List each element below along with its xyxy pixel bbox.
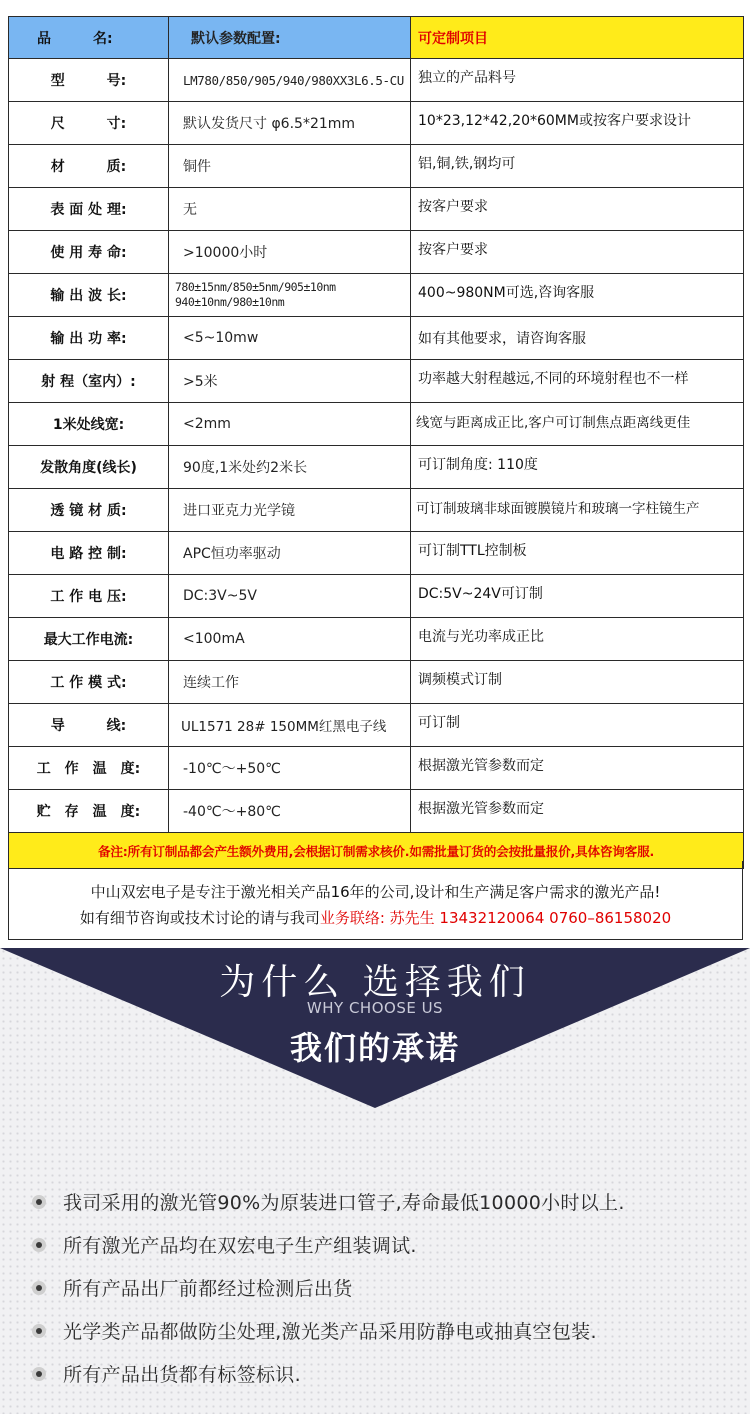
row-default: -40℃～+80℃	[169, 790, 411, 833]
table-row	[9, 274, 744, 317]
row-label: 1米处线宽:	[9, 403, 169, 446]
row-label: 射 程（室内）:	[9, 360, 169, 403]
table-row	[9, 145, 744, 188]
table-row	[9, 704, 744, 747]
table-row	[9, 618, 744, 661]
header-default: 默认参数配置:	[169, 17, 411, 59]
row-custom: 如有其他要求，请咨询客服	[411, 317, 744, 360]
row-label: 型 号:	[9, 59, 169, 102]
table-row	[9, 747, 744, 790]
row-default: DC:3V~5V	[169, 575, 411, 618]
row-label: 透 镜 材 质:	[9, 489, 169, 532]
row-default: 连续工作	[169, 661, 411, 704]
promise-title: 我们的承诺	[289, 1029, 460, 1067]
why-title: 为什么 选择我们	[219, 962, 531, 1003]
company-intro: 中山双宏电子是专注于激光相关产品16年的公司,设计和生产满足客户需求的激光产品!	[90, 883, 661, 901]
table-row	[9, 59, 744, 102]
row-default: 进口亚克力光学镜	[169, 489, 411, 532]
row-custom: 根据激光管参数而定	[411, 747, 744, 790]
table-row	[9, 188, 744, 231]
row-default: 无	[169, 188, 411, 231]
company-contact-line	[9, 905, 742, 931]
row-default: >5米	[169, 360, 411, 403]
row-label: 工 作 电 压:	[9, 575, 169, 618]
row-custom: 线宽与距离成正比,客户可订制焦点距离线更佳	[411, 403, 744, 446]
promise-text: 光学类产品都做防尘处理,激光类产品采用防静电或抽真空包装.	[63, 1321, 597, 1343]
row-label: 尺 寸:	[9, 102, 169, 145]
customization-note: 备注:所有订制品都会产生额外费用,会根据订制需求核价.如需批量订货的会按批量报价,具体咨询客服.	[9, 833, 744, 869]
row-custom: 10*23,12*42,20*60MM或按客户要求设计	[411, 102, 744, 145]
row-custom: 铝,铜,铁,钢均可	[411, 145, 744, 188]
contact-prefix: 如有细节咨询或技术讨论的请与我司	[79, 909, 320, 927]
row-default: >10000小时	[169, 231, 411, 274]
row-custom: 按客户要求	[411, 231, 744, 274]
row-default: <2mm	[169, 403, 411, 446]
row-custom: 可订制	[411, 704, 744, 747]
table-row	[9, 446, 744, 489]
table-row	[9, 403, 744, 446]
table-header-row	[9, 17, 744, 59]
table-row	[9, 661, 744, 704]
row-label: 使 用 寿 命:	[9, 231, 169, 274]
table-row	[9, 790, 744, 833]
row-label: 表 面 处 理:	[9, 188, 169, 231]
list-item	[32, 1180, 732, 1223]
row-label: 工 作 温 度:	[9, 747, 169, 790]
row-custom: DC:5V~24V可订制	[411, 575, 744, 618]
table-row	[9, 231, 744, 274]
promise-list	[32, 1180, 732, 1395]
row-default: 默认发货尺寸 φ6.5*21mm	[169, 102, 411, 145]
spec-table	[8, 16, 744, 869]
row-custom: 按客户要求	[411, 188, 744, 231]
row-custom: 根据激光管参数而定	[411, 790, 744, 833]
why-subtitle: WHY CHOOSE US	[306, 999, 444, 1017]
bullet-icon	[32, 1195, 46, 1209]
row-custom: 调频模式订制	[411, 661, 744, 704]
list-item	[32, 1266, 732, 1309]
row-custom: 可订制TTL控制板	[411, 532, 744, 575]
list-item	[32, 1223, 732, 1266]
bullet-icon	[32, 1281, 46, 1295]
bullet-icon	[32, 1238, 46, 1252]
row-custom: 可订制玻璃非球面镀膜镜片和玻璃一字柱镜生产	[411, 489, 744, 532]
table-row	[9, 317, 744, 360]
table-row	[9, 102, 744, 145]
promise-text: 所有产品出货都有标签标识.	[63, 1364, 301, 1386]
list-item	[32, 1309, 732, 1352]
promise-text: 我司采用的激光管90%为原装进口管子,寿命最低10000小时以上.	[63, 1192, 625, 1214]
list-item	[32, 1352, 732, 1395]
row-default: LM780/850/905/940/980XX3L6.5-CU	[169, 59, 411, 102]
bullet-icon	[32, 1324, 46, 1338]
table-row	[9, 360, 744, 403]
row-custom: 400~980NM可选,咨询客服	[411, 274, 744, 317]
row-label: 材 质:	[9, 145, 169, 188]
promise-text: 所有产品出厂前都经过检测后出货	[63, 1278, 353, 1300]
row-label: 发散角度(线长)	[9, 446, 169, 489]
row-custom: 可订制角度: 110度	[411, 446, 744, 489]
row-default: <5~10mw	[169, 317, 411, 360]
header-custom: 可定制项目	[411, 17, 744, 59]
header-name: 品 名:	[9, 17, 169, 59]
table-row	[9, 575, 744, 618]
row-default: <100mA	[169, 618, 411, 661]
row-custom: 电流与光功率成正比	[411, 618, 744, 661]
row-default: 90度,1米处约2米长	[169, 446, 411, 489]
row-label: 最大工作电流:	[9, 618, 169, 661]
row-custom: 独立的产品料号	[411, 59, 744, 102]
row-label: 贮 存 温 度:	[9, 790, 169, 833]
sales-contact: 业务联络: 苏先生 13432120064 0760–86158020	[319, 909, 672, 927]
row-default: UL1571 28# 150MM红黑电子线	[169, 704, 411, 747]
row-label: 电 路 控 制:	[9, 532, 169, 575]
row-label: 输 出 功 率:	[9, 317, 169, 360]
row-default: 780±15nm/850±5nm/905±10nm 940±10nm/980±10nm	[169, 274, 411, 317]
row-label: 工 作 模 式:	[9, 661, 169, 704]
row-default: 铜件	[169, 145, 411, 188]
row-label: 输 出 波 长:	[9, 274, 169, 317]
table-row	[9, 532, 744, 575]
promise-text: 所有激光产品均在双宏电子生产组装调试.	[63, 1235, 417, 1257]
row-default: APC恒功率驱动	[169, 532, 411, 575]
row-default: -10℃～+50℃	[169, 747, 411, 790]
bullet-icon	[32, 1367, 46, 1381]
why-choose-us-section	[0, 948, 750, 1414]
company-info	[8, 861, 743, 940]
row-label: 导 线:	[9, 704, 169, 747]
table-row	[9, 489, 744, 532]
row-custom: 功率越大射程越远,不同的环境射程也不一样	[411, 360, 744, 403]
